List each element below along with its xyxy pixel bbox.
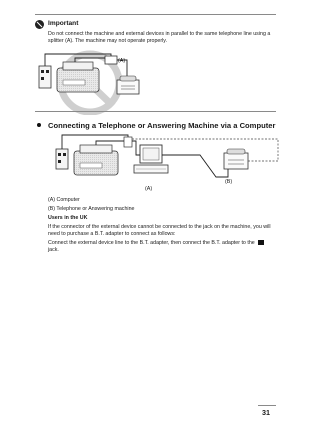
- section-bullet: [37, 123, 41, 127]
- uk-paragraph-2-end: jack.: [48, 247, 59, 253]
- important-figure-label-a: (A): [118, 58, 126, 64]
- telephone-icon: [224, 153, 248, 169]
- uk-paragraph-1: If the connector of the external device cannot be connected to the jack on the machine, you will need to purchase a B.T. adapter to connect as follows:: [48, 224, 271, 237]
- footer-rule: [258, 405, 276, 406]
- computer-connection-illustration: [50, 131, 290, 186]
- uk-paragraph-2-text: Connect the external device line to the B.T. adapter, then connect the B.T. adapter to the: [48, 240, 255, 246]
- phone-jack-icon: [258, 240, 264, 245]
- page-number: 31: [262, 408, 270, 417]
- important-title: Important: [48, 20, 79, 27]
- splitter-icon: [105, 56, 117, 64]
- important-top-rule: [35, 14, 276, 15]
- wall-jack-icon: [39, 66, 51, 88]
- computer-figure-label-b: (B): [225, 179, 233, 185]
- important-bottom-rule: [35, 111, 276, 112]
- uk-heading: Users in the UK: [48, 215, 88, 221]
- caption-telephone: (B) Telephone or Answering machine: [48, 206, 135, 212]
- uk-paragraph-2: [48, 240, 278, 254]
- computer-figure-label-a: (A): [145, 186, 153, 192]
- caption-computer: (A) Computer: [48, 197, 80, 203]
- telephone-icon: [117, 80, 139, 94]
- section-heading: Connecting a Telephone or Answering Machine via a Computer: [48, 121, 276, 130]
- important-text: Do not connect the machine and external devices in parallel to the same telephone line using a splitter (A). The machine may not operate properly.: [48, 31, 271, 44]
- wall-jack-icon: [56, 149, 68, 169]
- important-icon: [35, 20, 44, 29]
